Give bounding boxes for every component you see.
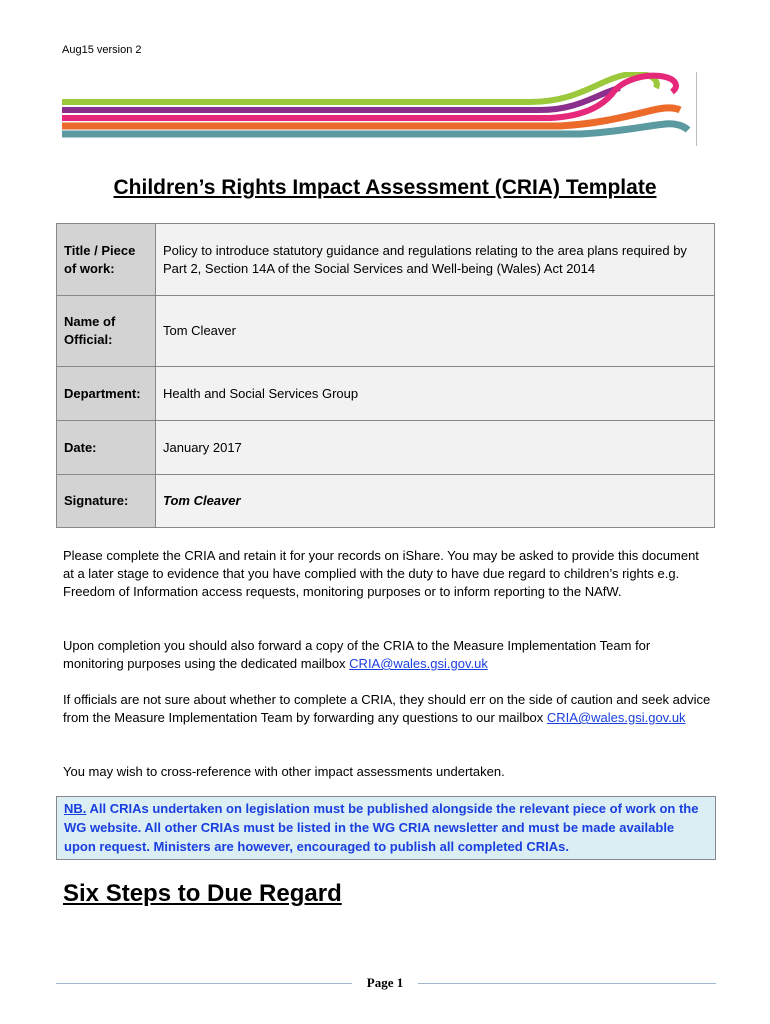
section-heading: Six Steps to Due Regard [63,880,342,907]
signature-label: Signature: [57,475,156,528]
nb-text: All CRIAs undertaken on legislation must be published alongside the relevant piece of work on the WG website. All other CRIAs must be listed in the WG CRIA newsletter and must be made available upon request. Ministers are however, encouraged to publish all completed CRIAs. [64,801,699,854]
forwarding-paragraph [63,637,713,673]
version-label: Aug15 version 2 [62,44,142,56]
advice-text: If officials are not sure about whether to complete a CRIA, they should err on the side of caution and seek advice from the Measure Implementation Team by forwarding any questions to our mailbox [63,692,711,725]
table-row [57,367,715,421]
instructions-paragraph: Please complete the CRIA and retain it for your records on iShare. You may be asked to provide this document at a later stage to evidence that you have complied with the duty to have due regard to children’s rights e.g. Freedom of Information access requests, monitoring purposes or to inform reporting to the NAfW. [63,548,699,599]
cria-mailbox-link[interactable]: CRIA@wales.gsi.gov.uk [349,656,488,671]
title-value: Policy to introduce statutory guidance and regulations relating to the area plans required by Part 2, Section 14A of the Social Services and Well-being (Wales) Act 2014 [156,224,715,296]
department-value: Health and Social Services Group [156,367,715,421]
page-title: Children’s Rights Impact Assessment (CRIA) Template [113,176,657,199]
advice-paragraph [63,691,713,727]
banner-stripe-green [62,74,657,102]
table-row [57,421,715,475]
page-number: Page 1 [366,975,404,990]
date-value: January 2017 [156,421,715,475]
table-row [57,296,715,367]
nb-label: NB. [64,801,87,816]
banner-divider [696,72,697,146]
table-row [57,224,715,296]
date-label: Date: [57,421,156,475]
title-label: Title / Piece of work: [57,224,156,296]
table-row [57,475,715,528]
welsh-government-banner-logo [60,72,700,150]
forwarding-text: Upon completion you should also forward a copy of the CRIA to the Measure Implementation Team for monitoring purposes using the dedicated mailbox [63,638,651,671]
cross-reference-paragraph: You may wish to cross-reference with other impact assessments undertaken. [63,764,505,779]
official-value: Tom Cleaver [156,296,715,367]
footer-rule-left [56,983,352,984]
signature-value: Tom Cleaver [156,475,715,528]
nb-notice-box [56,796,716,860]
assessment-info-table [56,223,715,528]
department-label: Department: [57,367,156,421]
cria-mailbox-link-2[interactable]: CRIA@wales.gsi.gov.uk [546,710,686,725]
official-label: Name of Official: [57,296,156,367]
footer-rule-right [418,983,716,984]
